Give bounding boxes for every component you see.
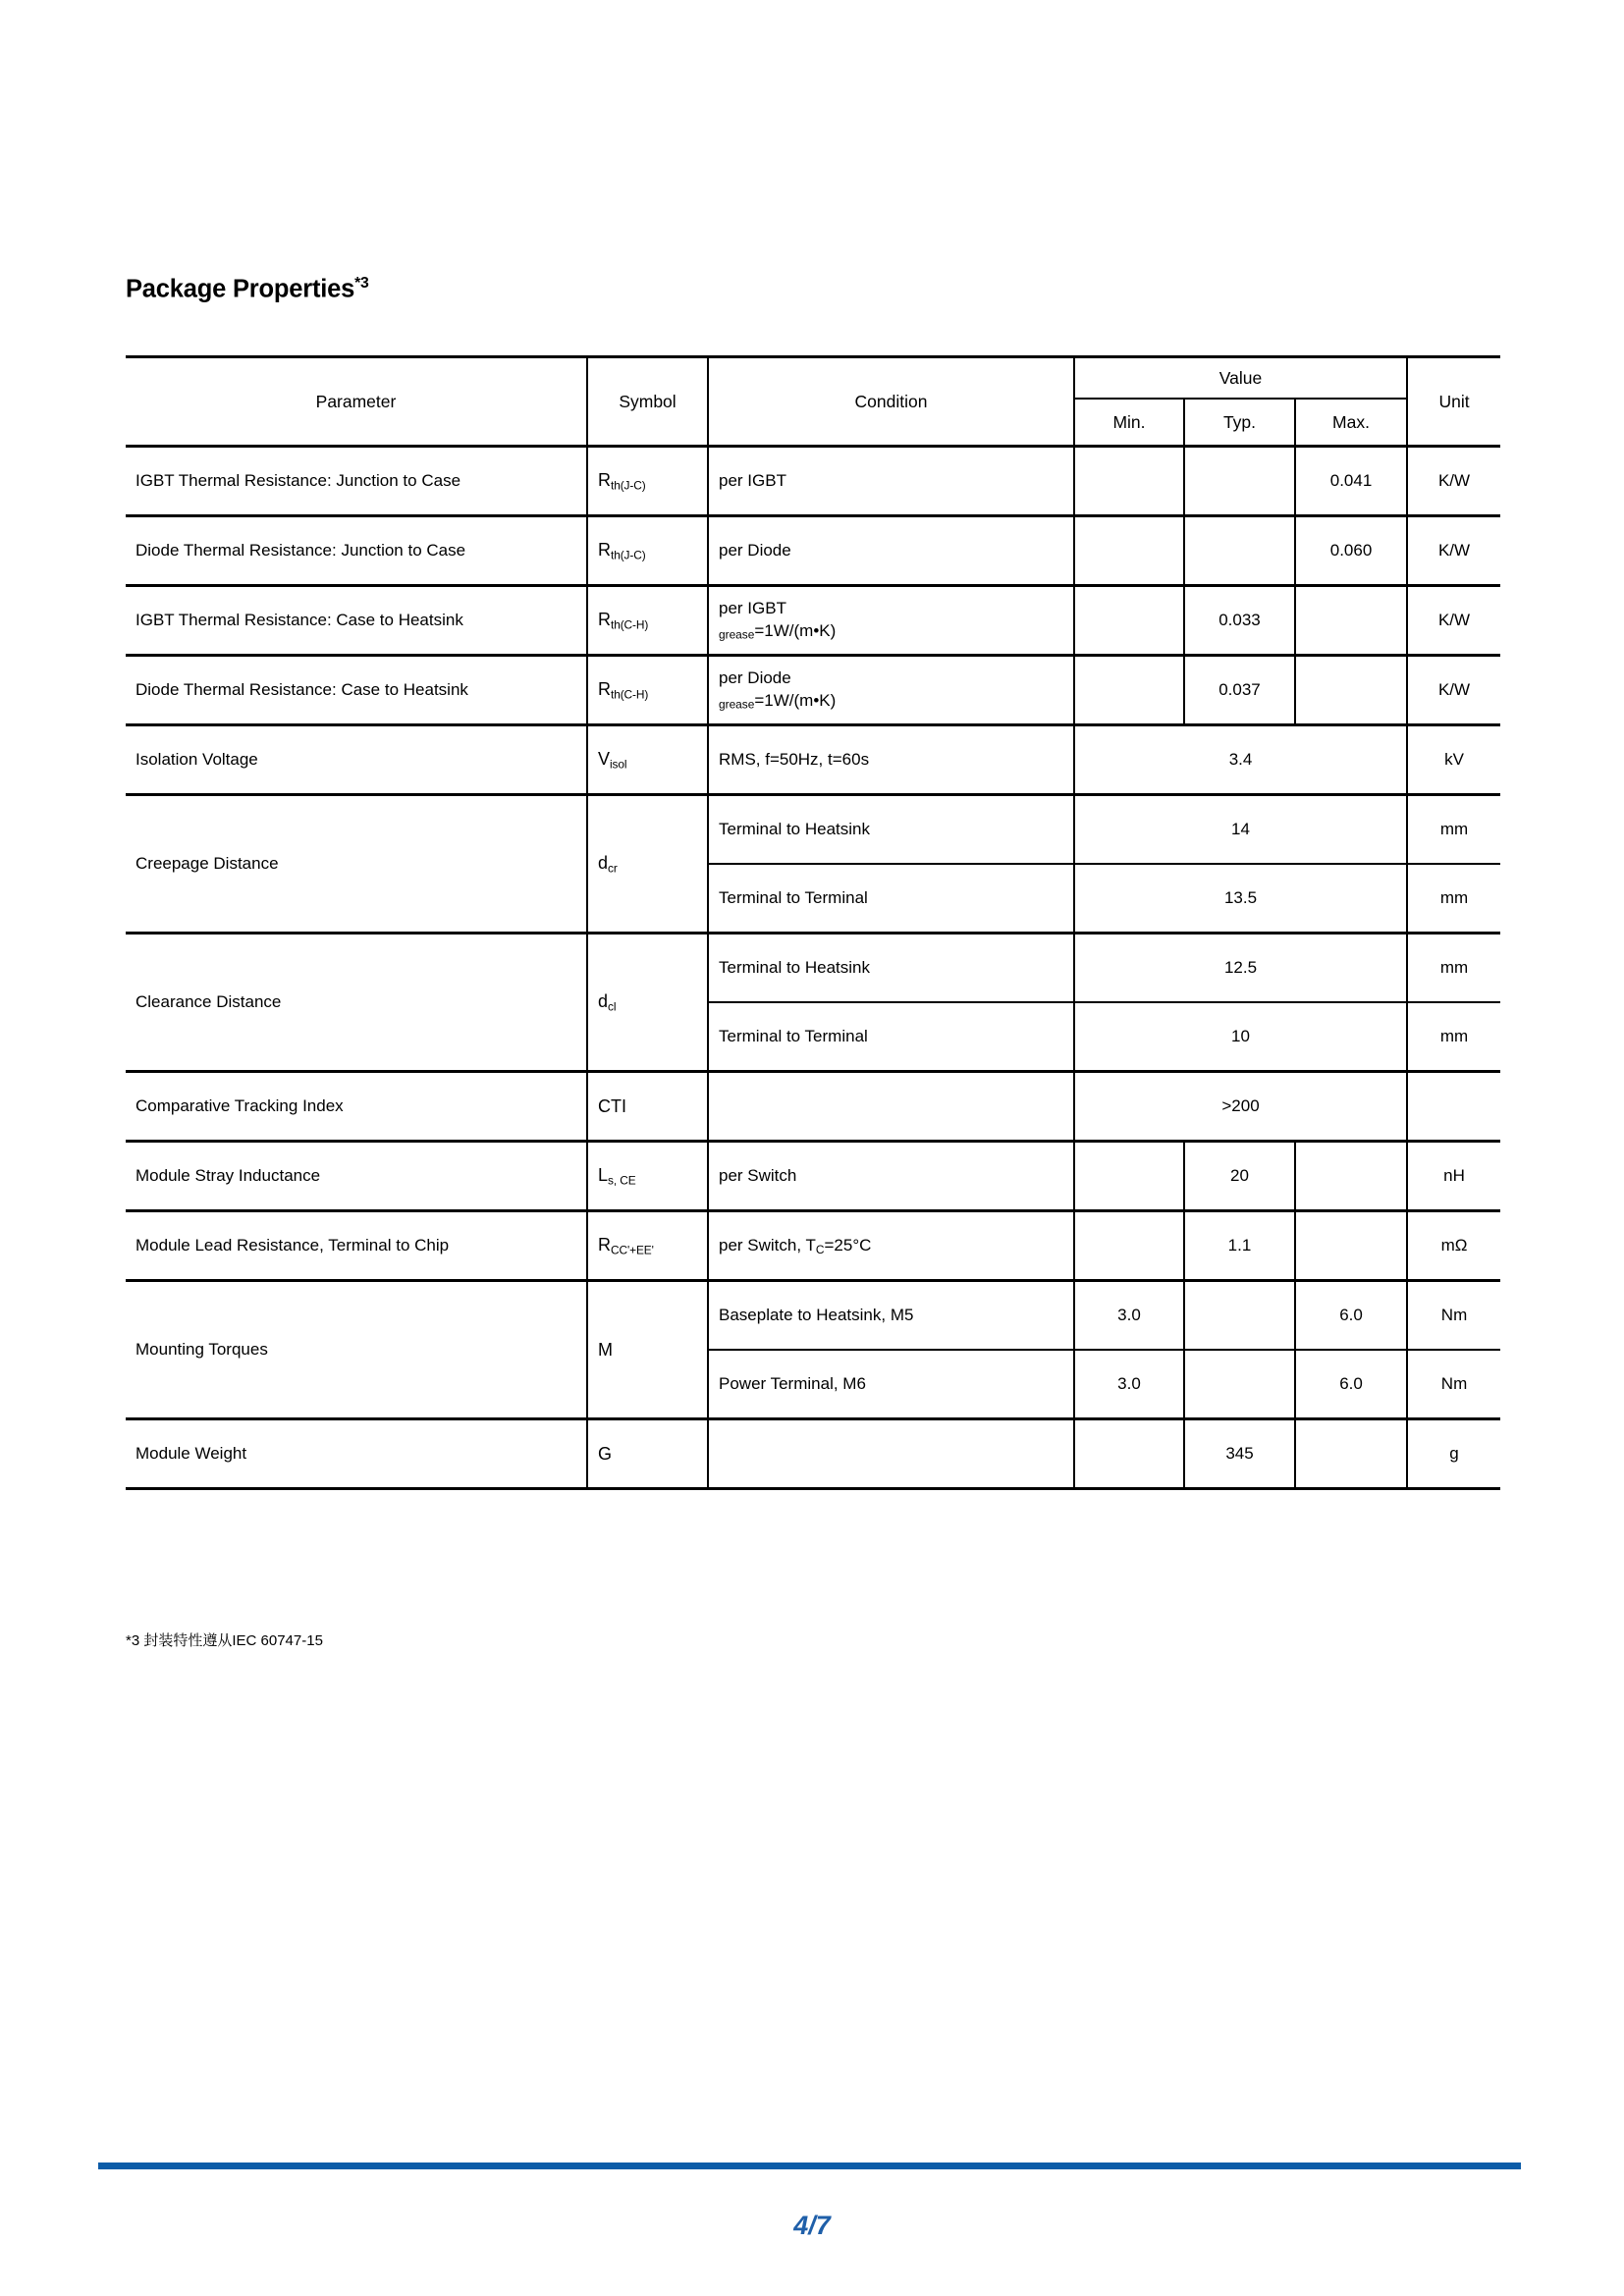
row-unit: nH	[1407, 1142, 1500, 1211]
footnote: *3 封装特性遵从IEC 60747-15	[126, 1632, 323, 1649]
table-row	[126, 1281, 1500, 1351]
condition-line-2: grease=1W/(m•K)	[719, 620, 837, 642]
header-min: Min.	[1074, 399, 1184, 447]
package-properties-table-wrapper	[126, 355, 1500, 1490]
row-condition: per IGBT	[708, 447, 1074, 516]
row-unit: Nm	[1407, 1350, 1500, 1419]
table-row	[126, 725, 1500, 795]
row-min	[1074, 516, 1184, 586]
row-condition: Terminal to Terminal	[708, 1002, 1074, 1072]
row-typ	[1184, 1281, 1295, 1351]
table-row	[126, 1142, 1500, 1211]
row-condition	[708, 656, 1074, 725]
row-unit: kV	[1407, 725, 1500, 795]
page-title-footnote-marker: *3	[354, 275, 369, 292]
row-max: 0.060	[1295, 516, 1407, 586]
row-symbol: $R_{th(C-H)}$	[587, 656, 708, 725]
row-typ	[1184, 447, 1295, 516]
row-unit: K/W	[1407, 447, 1500, 516]
row-value-merged: >200	[1074, 1072, 1407, 1142]
row-condition: Terminal to Heatsink	[708, 795, 1074, 865]
table-row	[126, 795, 1500, 865]
row-max: 6.0	[1295, 1281, 1407, 1351]
row-condition: Baseplate to Heatsink, M5	[708, 1281, 1074, 1351]
row-symbol: $L_{s, CE}$	[587, 1142, 708, 1211]
row-typ	[1184, 516, 1295, 586]
row-condition	[708, 1072, 1074, 1142]
row-condition: per Switch, $T_C=25^\circ C$	[708, 1211, 1074, 1281]
row-typ: 20	[1184, 1142, 1295, 1211]
table-row	[126, 1072, 1500, 1142]
condition-line-2: grease=1W/(m•K)	[719, 690, 837, 712]
row-typ: 0.037	[1184, 656, 1295, 725]
row-max	[1295, 1419, 1407, 1489]
row-min: 3.0	[1074, 1281, 1184, 1351]
row-symbol: $R_{th(C-H)}$	[587, 586, 708, 656]
row-max	[1295, 586, 1407, 656]
row-parameter: Comparative Tracking Index	[126, 1072, 587, 1142]
row-max	[1295, 656, 1407, 725]
row-parameter: Module Stray Inductance	[126, 1142, 587, 1211]
table-header-row-1	[126, 357, 1500, 400]
row-min	[1074, 1211, 1184, 1281]
row-symbol: $V_{isol}$	[587, 725, 708, 795]
page-title	[126, 275, 369, 304]
header-symbol: Symbol	[587, 357, 708, 447]
row-unit: mm	[1407, 934, 1500, 1003]
row-min	[1074, 586, 1184, 656]
row-parameter: Isolation Voltage	[126, 725, 587, 795]
row-parameter: Creepage Distance	[126, 795, 587, 934]
row-symbol: M	[587, 1281, 708, 1419]
package-properties-table	[126, 355, 1500, 1490]
table-row	[126, 516, 1500, 586]
row-parameter: IGBT Thermal Resistance: Junction to Case	[126, 447, 587, 516]
row-max	[1295, 1211, 1407, 1281]
row-parameter: Module Weight	[126, 1419, 587, 1489]
row-symbol: $R_{th(J-C)}$	[587, 447, 708, 516]
row-min	[1074, 656, 1184, 725]
table-row	[126, 1419, 1500, 1489]
row-parameter: Clearance Distance	[126, 934, 587, 1072]
row-parameter: Mounting Torques	[126, 1281, 587, 1419]
footer-divider	[98, 2163, 1521, 2169]
row-unit: mm	[1407, 1002, 1500, 1072]
table-row	[126, 656, 1500, 725]
row-condition: RMS, f=50Hz, t=60s	[708, 725, 1074, 795]
row-condition: Terminal to Terminal	[708, 864, 1074, 934]
row-unit: mΩ	[1407, 1211, 1500, 1281]
condition-line-1: per IGBT	[719, 599, 786, 618]
row-parameter: Diode Thermal Resistance: Case to Heatsink	[126, 656, 587, 725]
header-parameter: Parameter	[126, 357, 587, 447]
row-symbol: CTI	[587, 1072, 708, 1142]
row-min: 3.0	[1074, 1350, 1184, 1419]
row-unit: K/W	[1407, 586, 1500, 656]
row-symbol: $d_{cl}$	[587, 934, 708, 1072]
row-min	[1074, 447, 1184, 516]
row-condition: Power Terminal, M6	[708, 1350, 1074, 1419]
row-typ: 0.033	[1184, 586, 1295, 656]
row-value-merged: 10	[1074, 1002, 1407, 1072]
row-condition: Terminal to Heatsink	[708, 934, 1074, 1003]
row-symbol: G	[587, 1419, 708, 1489]
row-typ: 345	[1184, 1419, 1295, 1489]
row-unit: Nm	[1407, 1281, 1500, 1351]
row-value-merged: 14	[1074, 795, 1407, 865]
row-max	[1295, 1142, 1407, 1211]
header-typ: Typ.	[1184, 399, 1295, 447]
table-row	[126, 586, 1500, 656]
table-row	[126, 934, 1500, 1003]
row-value-merged: 3.4	[1074, 725, 1407, 795]
table-row	[126, 1211, 1500, 1281]
table-row	[126, 447, 1500, 516]
row-value-merged: 12.5	[1074, 934, 1407, 1003]
row-unit: mm	[1407, 795, 1500, 865]
row-unit: K/W	[1407, 656, 1500, 725]
condition-line-1: per Diode	[719, 668, 791, 688]
header-max: Max.	[1295, 399, 1407, 447]
row-min	[1074, 1419, 1184, 1489]
row-symbol: $R_{CC'+EE'}$	[587, 1211, 708, 1281]
row-min	[1074, 1142, 1184, 1211]
row-condition: per Diode	[708, 516, 1074, 586]
row-value-merged: 13.5	[1074, 864, 1407, 934]
row-unit: K/W	[1407, 516, 1500, 586]
row-max: 6.0	[1295, 1350, 1407, 1419]
row-typ	[1184, 1350, 1295, 1419]
page-number: 4/7	[793, 2211, 831, 2240]
row-symbol: $R_{th(J-C)}$	[587, 516, 708, 586]
header-condition: Condition	[708, 357, 1074, 447]
row-parameter: Diode Thermal Resistance: Junction to Case	[126, 516, 587, 586]
row-symbol: $d_{cr}$	[587, 795, 708, 934]
row-typ: 1.1	[1184, 1211, 1295, 1281]
header-unit: Unit	[1407, 357, 1500, 447]
row-condition: per Switch	[708, 1142, 1074, 1211]
row-unit: mm	[1407, 864, 1500, 934]
row-unit	[1407, 1072, 1500, 1142]
page-title-text: Package Properties	[126, 275, 355, 303]
row-parameter: IGBT Thermal Resistance: Case to Heatsink	[126, 586, 587, 656]
row-unit: g	[1407, 1419, 1500, 1489]
row-max: 0.041	[1295, 447, 1407, 516]
row-condition	[708, 1419, 1074, 1489]
row-parameter: Module Lead Resistance, Terminal to Chip	[126, 1211, 587, 1281]
header-value-group: Value	[1074, 357, 1407, 400]
row-condition	[708, 586, 1074, 656]
